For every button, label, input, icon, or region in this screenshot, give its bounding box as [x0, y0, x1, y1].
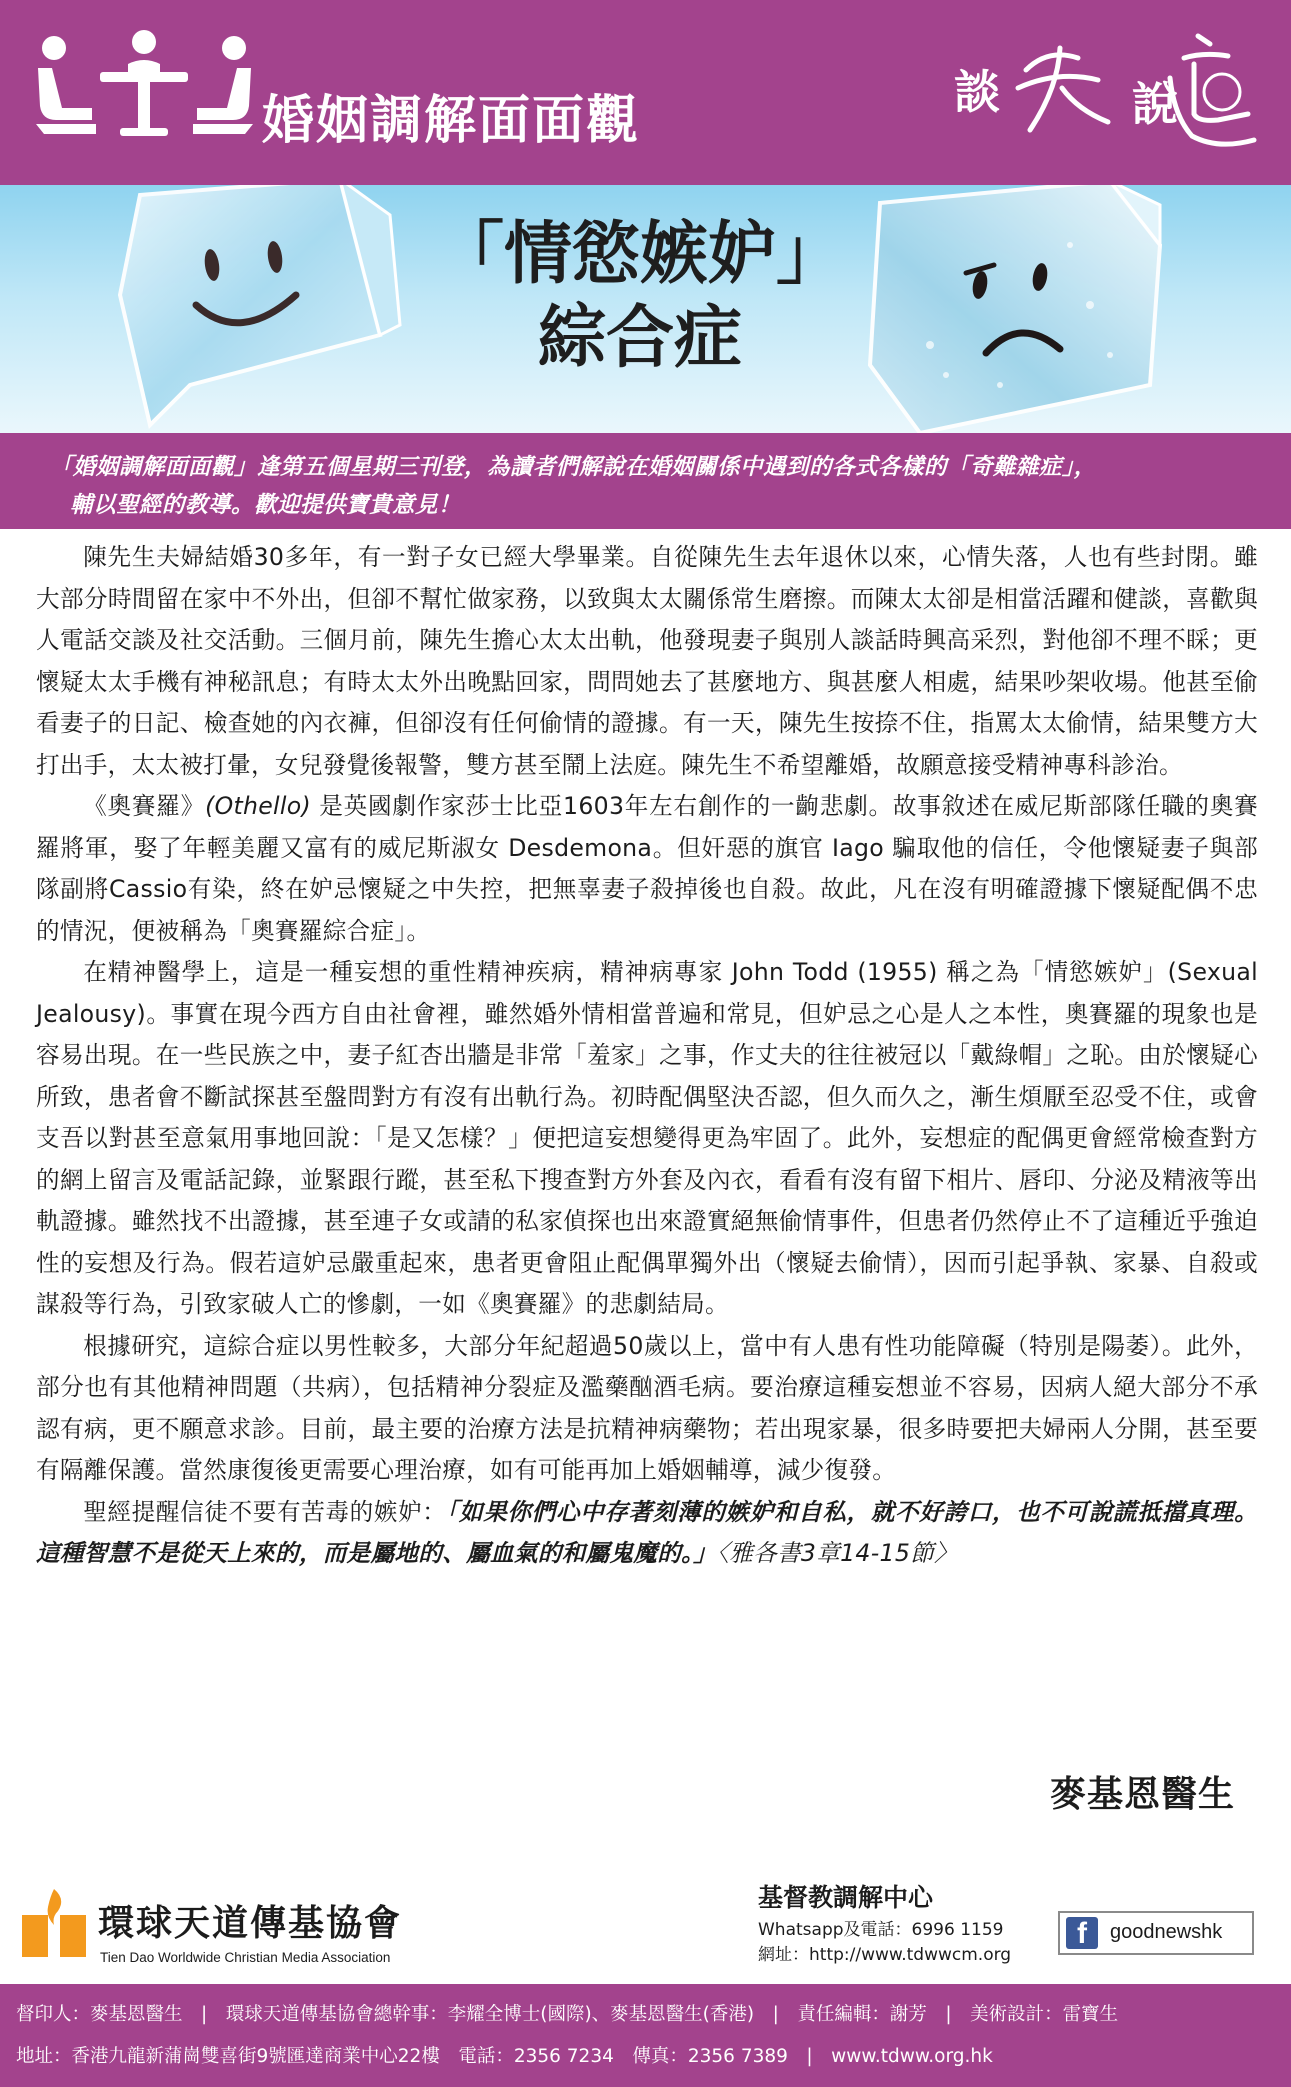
hero-banner: [0, 185, 1291, 433]
author-name: 麥基恩醫生: [1049, 1774, 1235, 1815]
othello-title-en: (Othello): [205, 792, 312, 820]
title-line-2: 綜合症: [537, 299, 742, 378]
intro-line-2: 輔以聖經的教導。歡迎提供寶貴意見！: [70, 492, 462, 518]
happy-ice-cube-icon: [120, 185, 400, 425]
column-title: 婚姻調解面面觀: [262, 91, 641, 151]
brand-logo: [948, 18, 1260, 158]
paragraph-2: [36, 786, 1258, 952]
title-line-1: 「情慾嫉妒」: [435, 215, 844, 294]
header-bar: [0, 0, 1291, 185]
org-name-en: Tien Dao Worldwide Christian Media Association: [100, 1950, 391, 1965]
facebook-icon: f: [1066, 1917, 1098, 1949]
othello-title-zh: 《奧賽羅》: [83, 792, 206, 820]
article-body: [36, 537, 1258, 1575]
meeting-people-icon: [32, 28, 257, 148]
paragraph-1: 陳先生夫婦結婚30多年，有一對子女已經大學畢業。自從陳先生去年退休以來，心情失落，人也有些封閉。雖大部分時間留在家中不外出，但卻不幫忙做家務，以致與太太關係常生磨擦。而陳太太卻是相當活躍和健談，喜歡與人電話交談及社交活動。三個月前，陳先生擔心太太出軌，他發現妻子與別人談話時興高采烈，對他卻不理不睬；更懷疑太太手機有神秘訊息；有時太太外出晚點回家，問問她去了甚麼地方、與甚麼人相處，結果吵架收場。他甚至偷看妻子的日記、檢查她的內衣褲，但卻沒有任何偷情的證據。有一天，陳先生按捺不住，指罵太太偷情，結果雙方大打出手，太太被打暈，女兒發覺後報警，雙方甚至鬧上法庭。陳先生不希望離婚，故願意接受精神專科診治。: [36, 543, 1258, 779]
column-intro: [0, 433, 1291, 529]
center-website-link[interactable]: 網址：http://www.tdwwcm.org: [758, 1945, 1012, 1965]
facebook-handle: goodnewshk: [1110, 1921, 1223, 1943]
intro-line-1: 「婚姻調解面面觀」逢第五個星期三刊登，為讀者們解說在婚姻關係中遇到的各式各樣的「奇難雜症」，: [50, 454, 1097, 480]
scripture-quote: 「如果你們心中存著刻薄的嫉妒和自私，就不好誇口，也不可說謊抵擋真理。這種智慧不是從天上來的，而是屬地的、屬血氣的和屬鬼魔的。」: [36, 1497, 1259, 1567]
scripture-reference: 〈雅各書3章14-15節〉: [717, 1539, 958, 1567]
sad-ice-cube-icon: [870, 185, 1160, 433]
scripture-intro: 聖經提醒信徒不要有苦毒的嫉妒：: [83, 1497, 447, 1526]
brand-calligraphy-icon: [948, 18, 1260, 158]
paragraph-3: 在精神醫學上，這是一種妄想的重性精神疾病，精神病專家 John Todd (1955) 稱之為「情慾嫉妒」(Sexual Jealousy)。事實在現今西方自由社會裡，雖然婚外情相當普遍和常見，但妒忌之心是人之本性，奧賽羅的現象也是容易出現。在一些民族之中，妻子紅杏出牆是非常「羞家」之事，作丈夫的往往被冠以「戴綠帽」之恥。由於懷疑心所致，患者會不斷試探甚至盤問對方有沒有出軌行為。初時配偶堅決否認，但久而久之，漸生煩厭至忍受不住，或會支吾以對甚至意氣用事地回說：「是又怎樣？」便把這妄想變得更為牢固了。此外，妄想症的配偶更會經常檢查對方的網上留言及電話記錄，並緊跟行蹤，甚至私下搜查對方外套及內衣，看看有沒有留下相片、唇印、分泌及精液等出軌證據。雖然找不出證據，甚至連子女或請的私家偵探也出來證實絕無偷情事件，但患者仍然停止不了這種近乎強迫性的妄想及行為。假若這妒忌嚴重起來，患者更會阻止配偶單獨外出（懷疑去偷情），因而引起爭執、家暴、自殺或謀殺等行為，引致家破人亡的慘劇，一如《奧賽羅》的悲劇結局。: [36, 958, 1258, 1318]
contact-phone: Whatsapp及電話：6996 1159: [758, 1920, 1004, 1940]
credits-line: 督印人：麥基恩醫生 | 環球天道傳基協會總幹事：李耀全博士(國際)、麥基恩醫生(香港) | 責任編輯：謝芳 | 美術設計：雷寶生: [16, 2004, 1119, 2025]
paragraph-2-text: 是英國劇作家莎士比亞1603年左右創作的一齣悲劇。故事敘述在威尼斯部隊任職的奧賽羅將軍，娶了年輕美麗又富有的威尼斯淑女 Desdemona。但奸惡的旗官 Iago 騙取他的信任，令他懷疑妻子與部隊副將Cassio有染，終在妒忌懷疑之中失控，把無辜妻子殺掉後也自殺。故此，凡在沒有明確證據下懷疑配偶不忠的情況，便被稱為「奧賽羅綜合症」。: [36, 792, 1259, 945]
org-name: 環球天道傳基協會: [98, 1903, 403, 1944]
tiendao-flame-logo: [16, 1885, 92, 1961]
facebook-link[interactable]: [1058, 1911, 1254, 1955]
paragraph-5: [36, 1492, 1258, 1575]
mediation-center-name: 基督教調解中心: [758, 1883, 934, 1912]
article-title: [405, 213, 875, 381]
paragraph-4: 根據研究，這綜合症以男性較多，大部分年紀超過50歲以上，當中有人患有性功能障礙（特別是陽萎）。此外，部分也有其他精神問題（共病），包括精神分裂症及濫藥酗酒毛病。要治療這種妄想並不容易，因病人絕大部分不承認有病，更不願意求診。目前，最主要的治療方法是抗精神病藥物；若出現家暴，很多時要把夫婦兩人分開，甚至要有隔離保護。當然康復後更需要心理治療，如有可能再加上婚姻輔導，減少復發。: [36, 1331, 1258, 1484]
footer-bar: [0, 1984, 1291, 2087]
brand-text-part1: 談: [954, 65, 1000, 119]
brand-text-part2: 說: [1132, 77, 1178, 131]
address-line: 地址：香港九龍新蒲崗雙喜街9號匯達商業中心22樓 電話：2356 7234 傳真：2356 7389 | www.tdww.org.hk: [16, 2046, 993, 2067]
